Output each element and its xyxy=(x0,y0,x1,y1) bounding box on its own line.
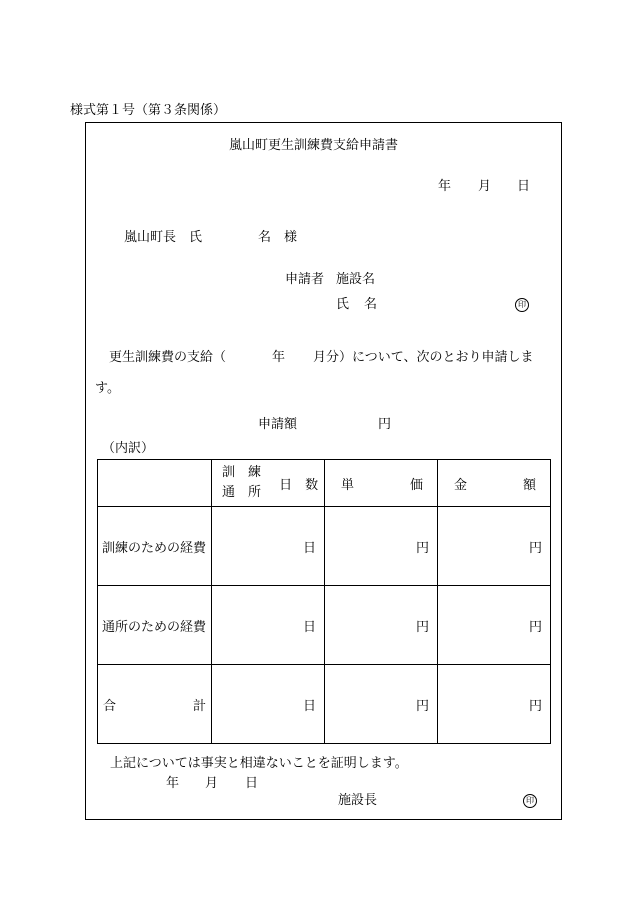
form-title: 嵐山町更生訓練費支給申請書 xyxy=(229,138,399,153)
row-amount-cell: 円 xyxy=(438,507,551,586)
total-label-2: 計 xyxy=(192,698,206,714)
row-amount-cell: 円 xyxy=(438,586,551,665)
cert-date-month: 月 xyxy=(205,776,219,791)
breakdown-table xyxy=(97,459,551,744)
addressee-honorific: 様 xyxy=(284,230,298,245)
total-label-cell xyxy=(98,665,212,744)
date-month-label: 月 xyxy=(478,179,492,194)
addressee-name: 名 xyxy=(258,230,272,245)
body-text-part1: 更生訓練費の支給（ xyxy=(109,350,227,365)
facility-name-label: 施設名 xyxy=(336,272,376,287)
row-days-cell: 日 xyxy=(212,586,325,665)
applicant-seal-icon: 印 xyxy=(515,298,529,312)
header-days-cell xyxy=(212,460,325,507)
breakdown-label: （内訳） xyxy=(102,441,155,456)
header-commute-label: 通 所 xyxy=(222,485,262,500)
header-unit-price-2: 価 xyxy=(409,477,423,493)
header-unit-price-1: 単 xyxy=(341,477,355,493)
header-amount-2: 額 xyxy=(522,477,536,493)
row-unit-price-cell: 円 xyxy=(325,586,438,665)
total-label-1: 合 xyxy=(103,698,117,714)
row-label: 通所のための経費 xyxy=(98,586,212,665)
row-amount-cell: 円 xyxy=(438,665,551,744)
addressee-prefix: 嵐山町長 氏 xyxy=(124,230,203,245)
certification-text: 上記については事実と相違ないことを証明します。 xyxy=(110,756,408,771)
date-year-label: 年 xyxy=(438,179,452,194)
row-unit-price-cell: 円 xyxy=(325,665,438,744)
table-row xyxy=(98,507,551,586)
date-day-label: 日 xyxy=(517,179,531,194)
applicant-name-label-2: 名 xyxy=(364,297,378,312)
table-row-total xyxy=(98,665,551,744)
body-text-line2: す。 xyxy=(95,381,120,396)
form-number: 様式第１号（第３条関係） xyxy=(70,103,227,118)
cert-date-day: 日 xyxy=(245,776,259,791)
table-header-row xyxy=(98,460,551,507)
applicant-name-label-1: 氏 xyxy=(336,297,350,312)
header-amount-1: 金 xyxy=(454,477,468,493)
table-row xyxy=(98,586,551,665)
body-text-year: 年 xyxy=(272,350,286,365)
amount-unit: 円 xyxy=(378,417,392,432)
applicant-label: 申請者 xyxy=(285,272,325,287)
header-facility-stack xyxy=(222,463,261,503)
header-blank-cell xyxy=(98,460,212,507)
row-days-cell: 日 xyxy=(212,507,325,586)
header-unit-price-cell xyxy=(325,460,438,507)
facility-head-seal-icon: 印 xyxy=(523,794,537,808)
row-label: 訓練のための経費 xyxy=(98,507,212,586)
header-days-label: 日 数 xyxy=(279,477,319,493)
body-text-part2: 月分）について、次のとおり申請しま xyxy=(313,350,534,365)
header-amount-cell xyxy=(438,460,551,507)
row-days-cell: 日 xyxy=(212,665,325,744)
header-training-label: 訓 練 xyxy=(222,465,262,480)
row-unit-price-cell: 円 xyxy=(325,507,438,586)
cert-date-year: 年 xyxy=(166,776,180,791)
facility-head-label: 施設長 xyxy=(338,793,378,808)
amount-label: 申請額 xyxy=(258,417,298,432)
